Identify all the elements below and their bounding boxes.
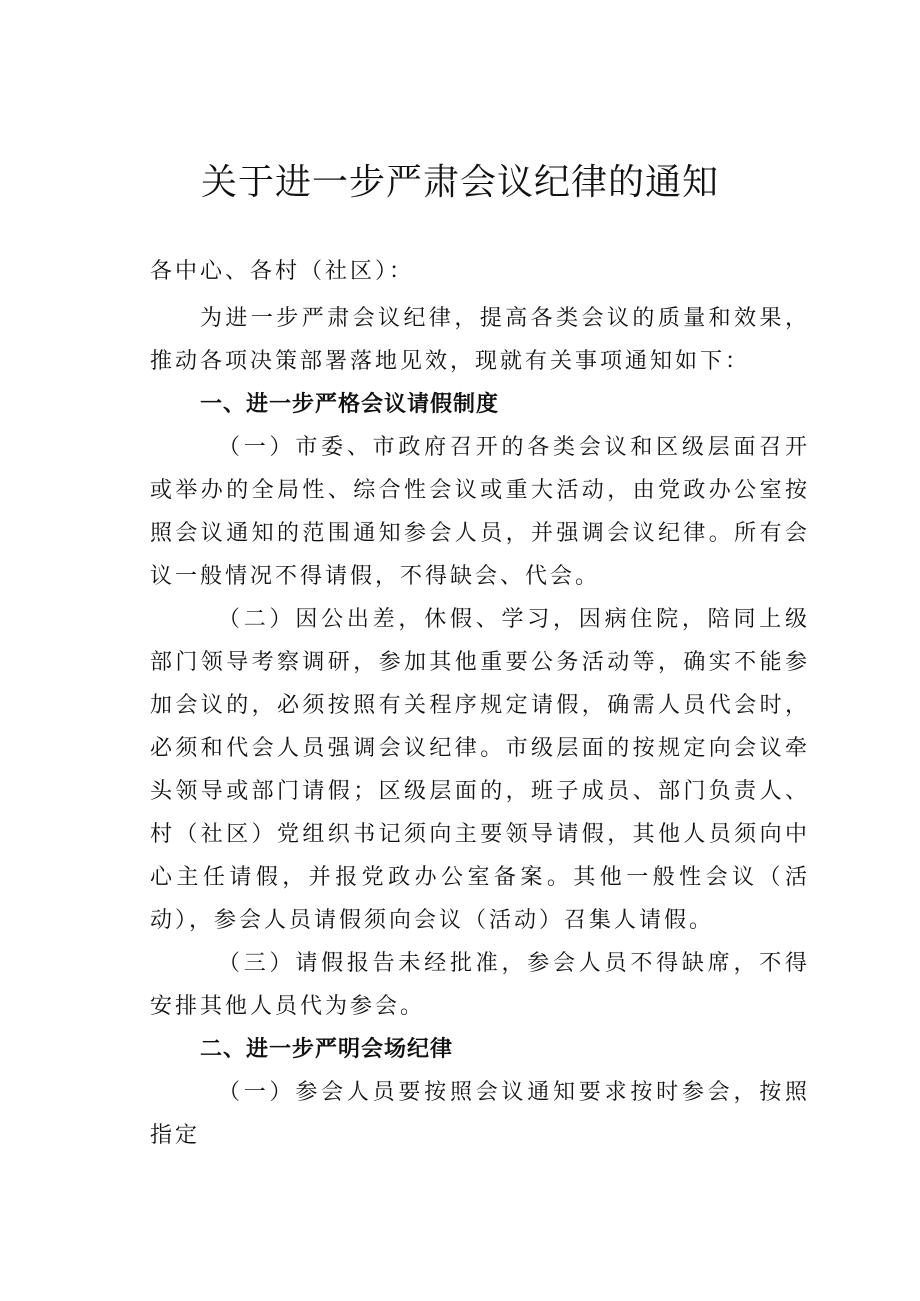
- section-1-heading: 一、进一步严格会议请假制度: [200, 392, 500, 417]
- salutation: 各中心、各村（社区）：: [150, 259, 415, 284]
- section-2-item-1: （一）参会人员要按照会议通知要求按时参会，按照指定: [150, 1080, 810, 1148]
- section-1-item-1: （一）市委、市政府召开的各类会议和区级层面召开或举办的全局性、综合性会议或重大活动，由党政办公室按照会议通知的范围通知参会人员，并强调会议纪律。所有会议一般情况不得请假，不得缺会、代会。: [150, 435, 810, 589]
- document-title: 关于进一步严肃会议纪律的通知: [200, 162, 719, 203]
- section-1-item-3: （三）请假报告未经批准，参会人员不得缺席，不得安排其他人员代为参会。: [150, 951, 810, 1019]
- section-2-heading: 二、进一步严明会场纪律: [200, 1037, 454, 1062]
- document-body: [150, 250, 810, 1157]
- intro-paragraph: 为进一步严肃会议纪律，提高各类会议的质量和效果，推动各项决策部署落地见效，现就有关事项通知如下：: [150, 306, 810, 374]
- section-1-item-2: （二）因公出差，休假、学习，因病住院，陪同上级部门领导考察调研，参加其他重要公务活动等，确实不能参加会议的，必须按照有关程序规定请假，确需人员代会时，必须和代会人员强调会议纪律。市级层面的按规定向会议牵头领导或部门请假；区级层面的，班子成员、部门负责人、村（社区）党组织书记须向主要领导请假，其他人员须向中心主任请假，并报党政办公室备案。其他一般性会议（活动），参会人员请假须向会议（活动）召集人请假。: [150, 607, 810, 933]
